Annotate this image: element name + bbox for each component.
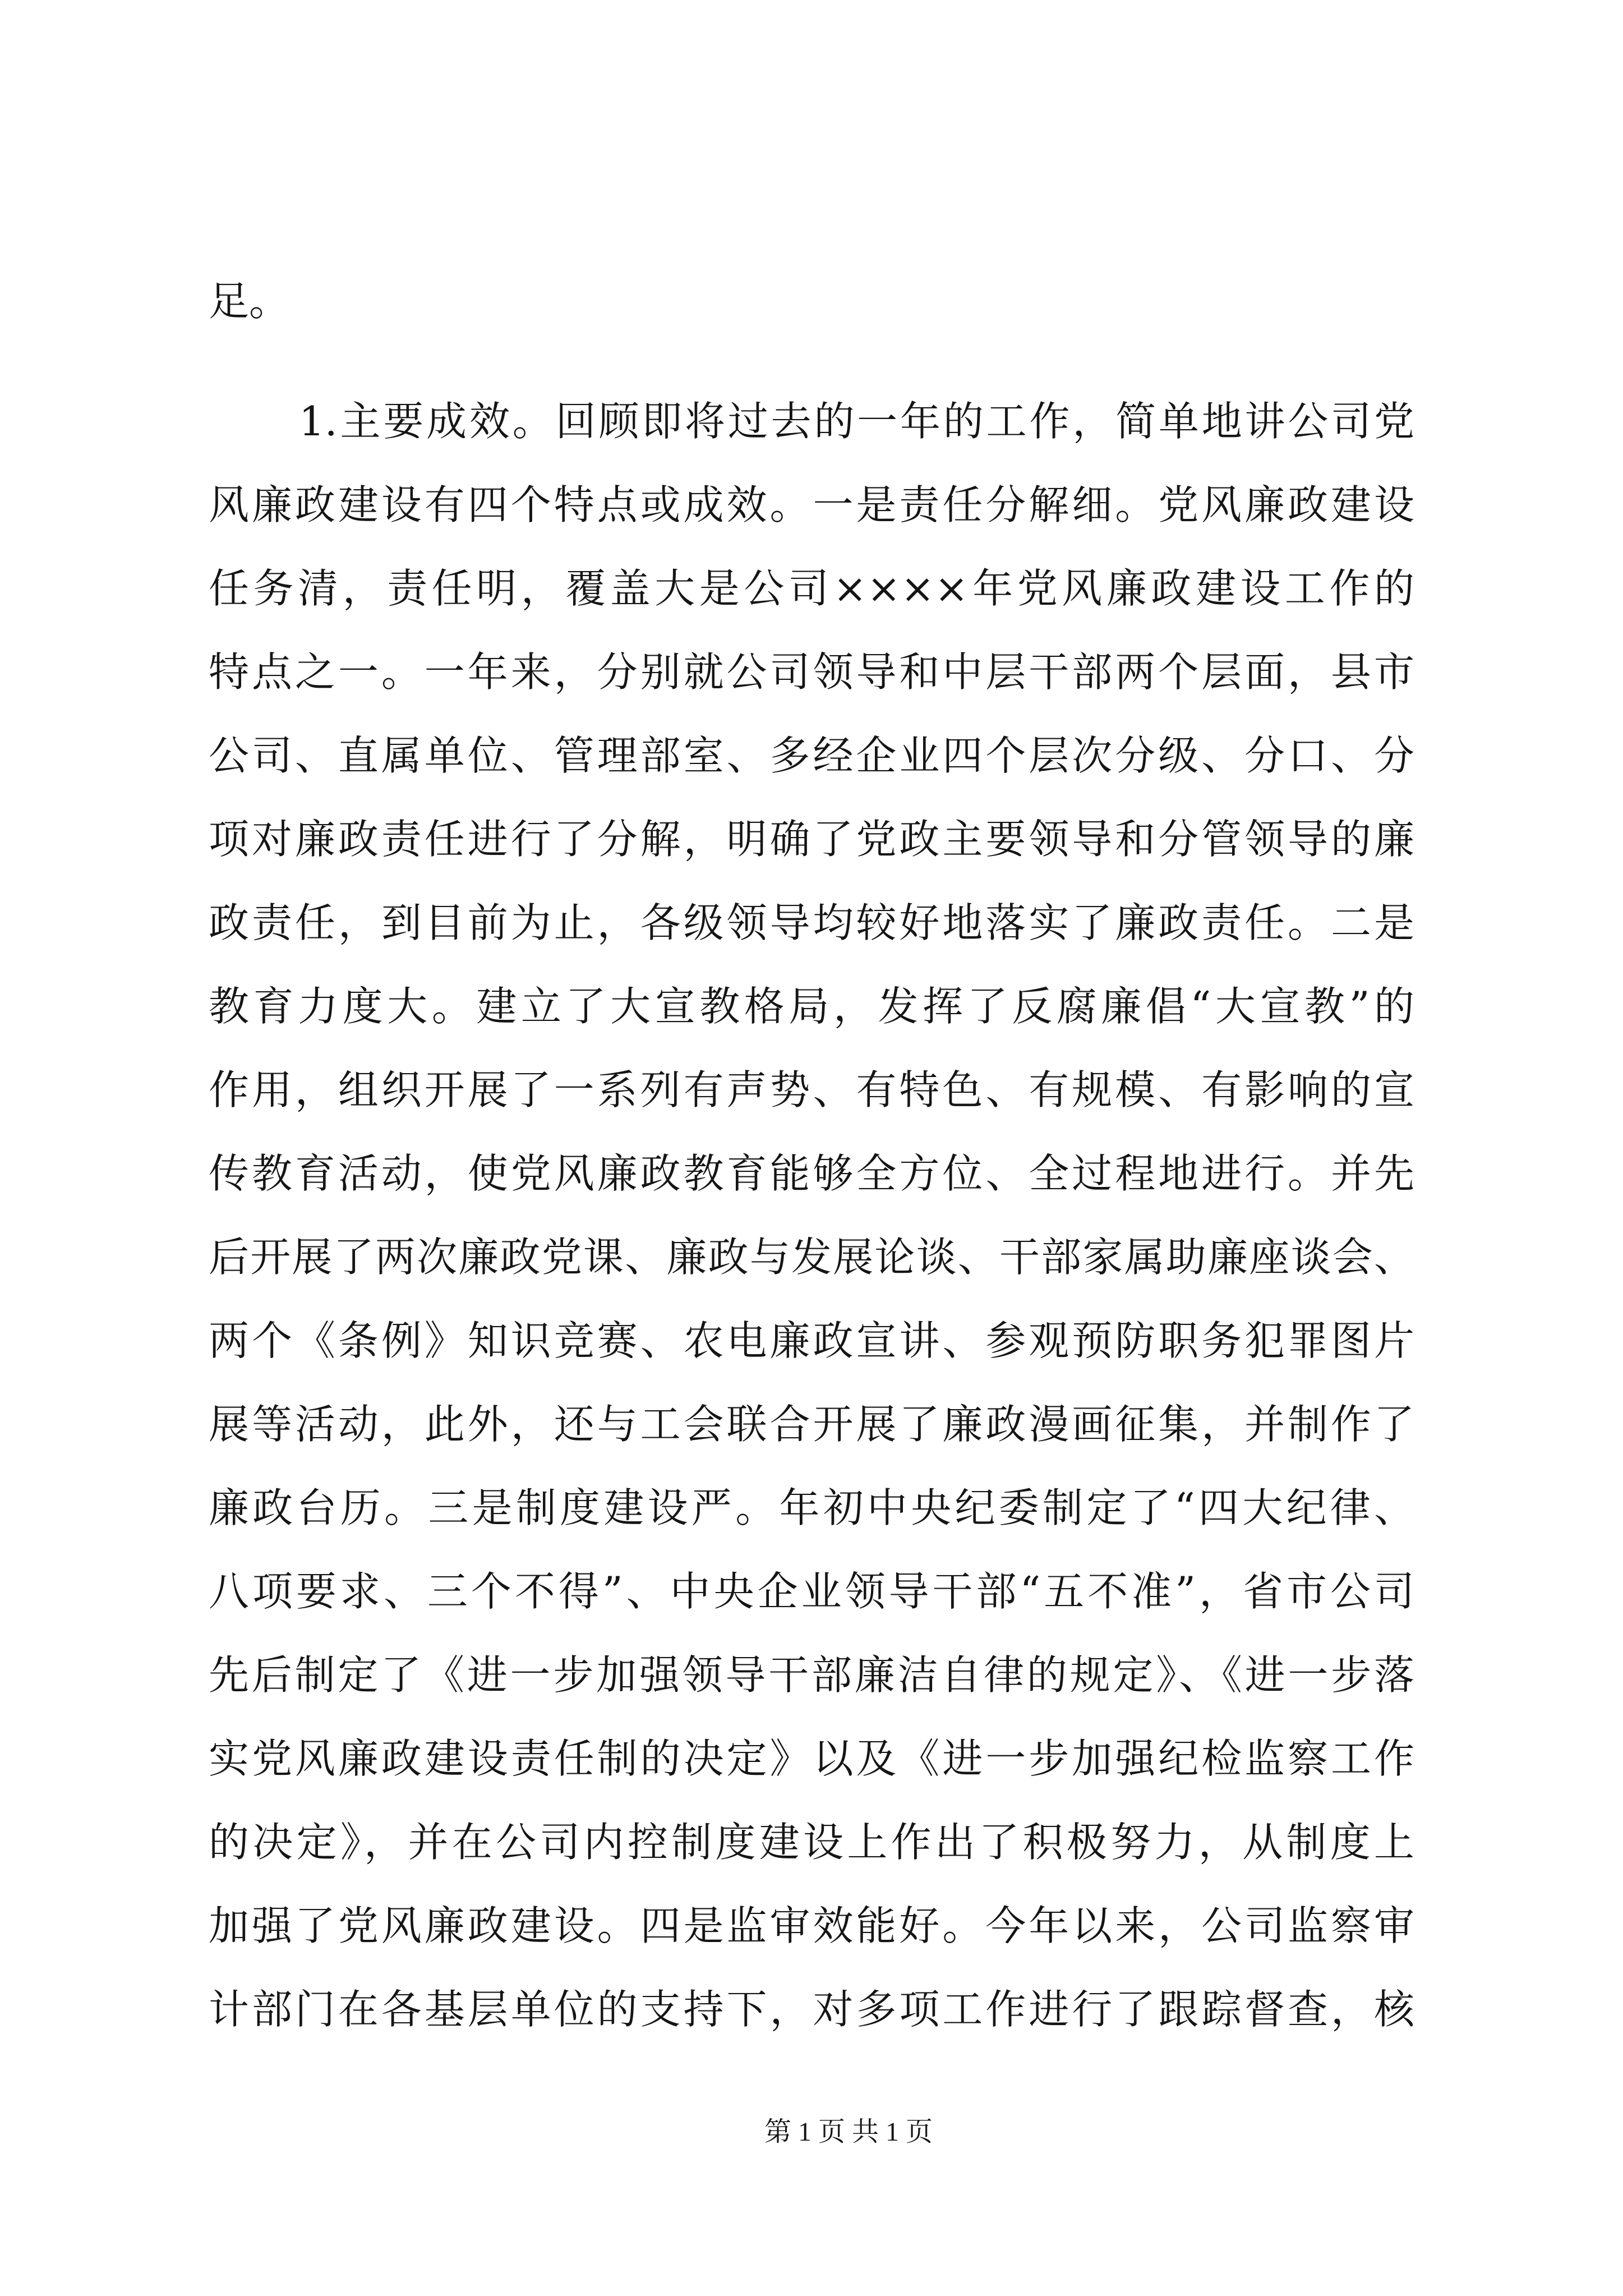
- text-line: 先后制定了《进一步加强领导干部廉洁自律的规定》、《进一步落: [209, 1651, 1414, 1699]
- text-line: 作用，组织开展了一系列有声势、有特色、有规模、有影响的宣: [209, 1066, 1414, 1114]
- text-line: 后开展了两次廉政党课、廉政与发展论谈、干部家属助廉座谈会、: [209, 1234, 1414, 1281]
- body-text: [209, 260, 1414, 2051]
- text-line: 廉政台历。三是制度建设严。年初中央纪委制定了“四大纪律、: [209, 1484, 1414, 1531]
- text-line: 政责任，到目前为止，各级领导均较好地落实了廉政责任。二是: [209, 899, 1414, 946]
- text-line: 计部门在各基层单位的支持下，对多项工作进行了跟踪督查，核: [209, 1986, 1414, 2033]
- text-line: 任务清，责任明，覆盖大是公司××××年党风廉政建设工作的: [209, 565, 1414, 612]
- text-line: 两个《条例》知识竞赛、农电廉政宣讲、参观预防职务犯罪图片: [209, 1317, 1414, 1364]
- text-line: 教育力度大。建立了大宣教格局，发挥了反腐廉倡“大宣教”的: [209, 983, 1414, 1030]
- paragraph-continuation: [209, 260, 1414, 343]
- text-line: 实党风廉政建设责任制的决定》以及《进一步加强纪检监察工作: [209, 1735, 1414, 1782]
- text-line: 风廉政建设有四个特点或成效。一是责任分解细。党风廉政建设: [209, 481, 1414, 528]
- text-line: 传教育活动，使党风廉政教育能够全方位、全过程地进行。并先: [209, 1150, 1414, 1197]
- text-line: 八项要求、三个不得”、中央企业领导干部“五不准”，省市公司: [209, 1568, 1414, 1615]
- text-line: 展等活动，此外，还与工会联合开展了廉政漫画征集，并制作了: [209, 1401, 1414, 1448]
- text-line: 公司、直属单位、管理部室、多经企业四个层次分级、分口、分: [209, 732, 1414, 779]
- text-line: 项对廉政责任进行了分解，明确了党政主要领导和分管领导的廉: [209, 816, 1414, 863]
- text-line: 的决定》，并在公司内控制度建设上作出了积极努力，从制度上: [209, 1819, 1414, 1866]
- text-line: 足。: [209, 278, 290, 325]
- paragraph-main-achievements: [209, 380, 1414, 2051]
- text-line: 特点之一。一年来，分别就公司领导和中层干部两个层面，县市: [209, 648, 1414, 696]
- text-line: 1.主要成效。回顾即将过去的一年的工作，简单地讲公司党: [299, 398, 1414, 445]
- page-number-footer: 第 1 页 共 1 页: [764, 2117, 933, 2147]
- text-line: 加强了党风廉政建设。四是监审效能好。今年以来，公司监察审: [209, 1902, 1414, 1949]
